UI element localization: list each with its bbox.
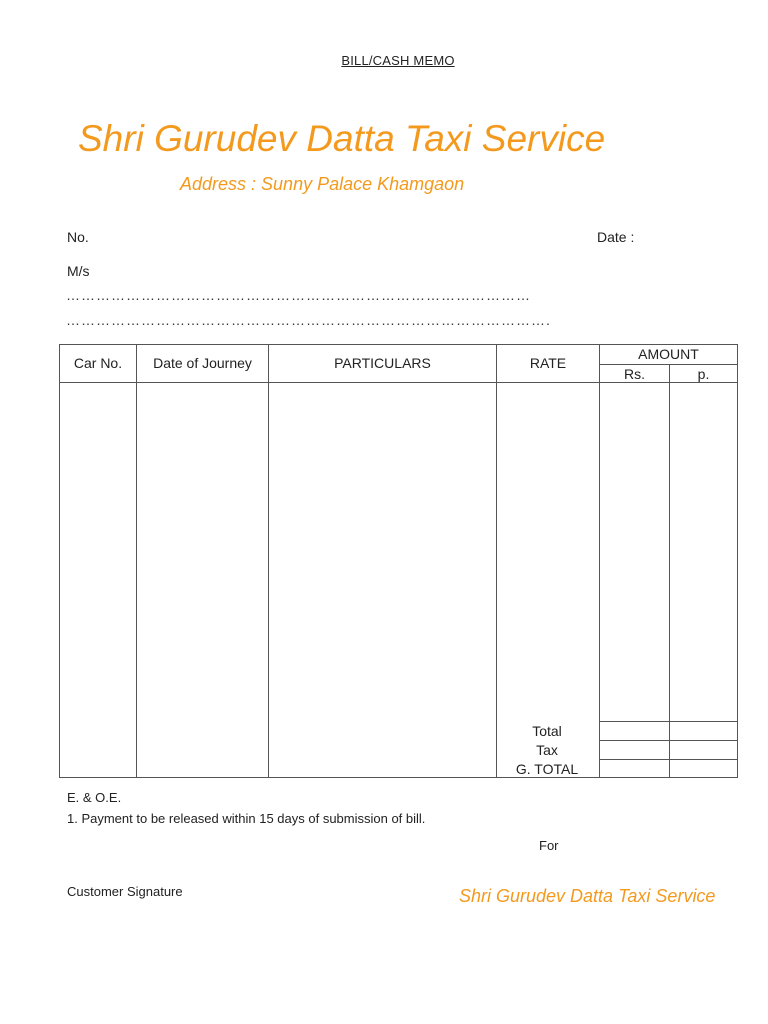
table-left-border [59, 344, 60, 778]
for-label: For [539, 838, 559, 853]
ms-label: M/s [67, 263, 90, 279]
customer-name-dotted-line: ………………………………………………………………………………… [66, 287, 531, 303]
company-name: Shri Gurudev Datta Taxi Service [78, 118, 606, 159]
payment-term: 1. Payment to be released within 15 days of submission of bill. [67, 811, 426, 826]
customer-address-dotted-line: ……………………………………………………………………………………. [66, 312, 551, 328]
grand-total-label: G. TOTAL [515, 761, 579, 777]
header-paise: p. [697, 366, 710, 382]
header-date-of-journey: Date of Journey [153, 355, 252, 371]
table-right-border [737, 344, 738, 778]
header-rate: RATE [529, 355, 567, 371]
header-amount: AMOUNT [638, 346, 699, 362]
column-line-1 [136, 344, 137, 778]
total-label: Total [532, 723, 562, 739]
bill-number-label: No. [67, 229, 89, 245]
table-top-border [59, 344, 738, 345]
column-line-4 [599, 344, 600, 778]
column-line-3 [496, 344, 497, 778]
eoe-note: E. & O.E. [67, 790, 122, 805]
memo-title: BILL/CASH MEMO [341, 53, 455, 68]
header-bottom-line [59, 382, 738, 383]
customer-signature-label: Customer Signature [67, 884, 183, 899]
header-rupees: Rs. [624, 366, 645, 382]
table-bottom-border [59, 777, 738, 778]
date-label: Date : [597, 229, 635, 245]
header-particulars: PARTICULARS [334, 355, 431, 371]
tax-label: Tax [536, 742, 558, 758]
footer-company-name: Shri Gurudev Datta Taxi Service [459, 886, 716, 906]
column-line-2 [268, 344, 269, 778]
company-address: Address : Sunny Palace Khamgaon [180, 174, 465, 194]
column-line-5 [669, 364, 670, 778]
header-car-no: Car No. [73, 355, 123, 371]
